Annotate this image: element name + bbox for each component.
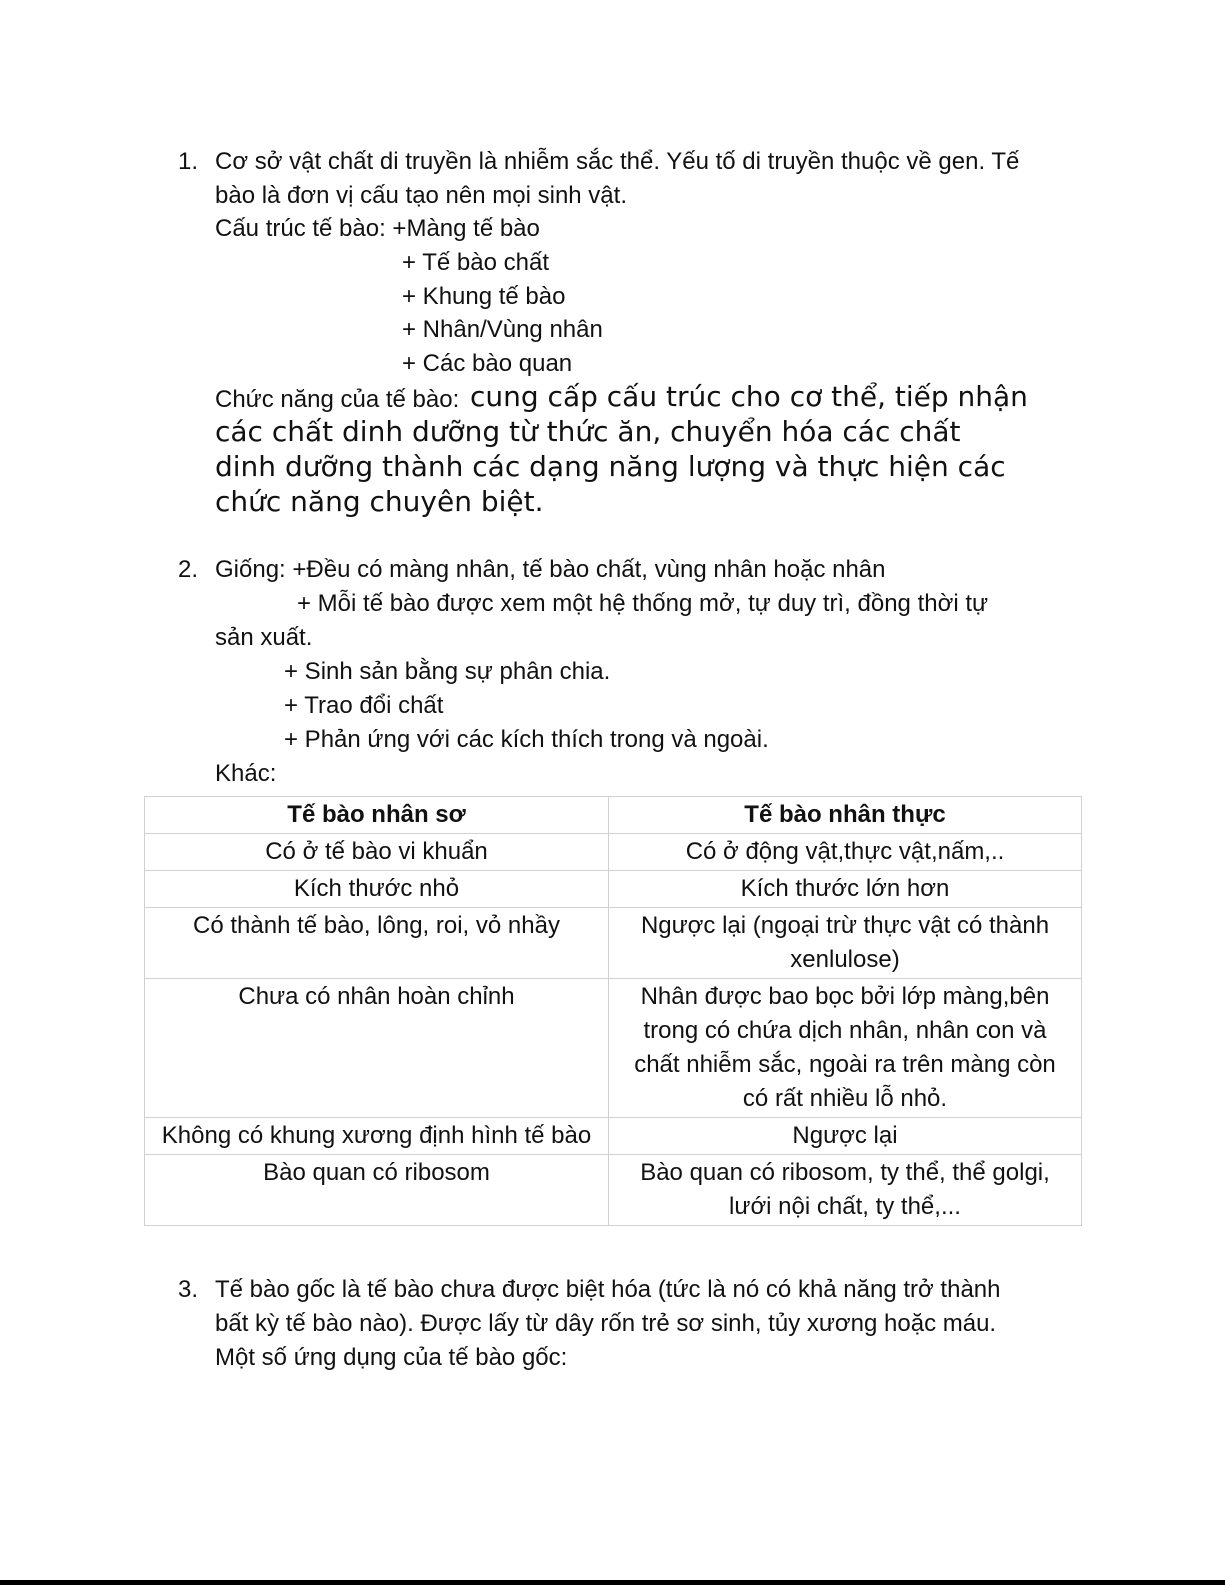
table-header: Tế bào nhân sơ [145, 797, 609, 834]
list-number-2: 2. [178, 556, 199, 583]
structure-item: + Nhân/Vùng nhân [402, 316, 603, 343]
table-cell: Kích thước nhỏ [145, 871, 609, 908]
list-number-3: 3. [178, 1276, 199, 1303]
structure-item: + Các bào quan [402, 350, 573, 377]
table-cell: Có ở động vật,thực vật,nấm,.. [609, 834, 1082, 871]
table-cell: Có thành tế bào, lông, roi, vỏ nhầy [145, 908, 609, 979]
s1-line-2: bào là đơn vị cấu tạo nên mọi sinh vật. [215, 182, 627, 209]
list-number-1: 1. [178, 148, 199, 175]
s2-line-1: Giống: +Đều có màng nhân, tế bào chất, vùng nhân hoặc nhân [215, 556, 886, 583]
table-cell: Kích thước lớn hơn [609, 871, 1082, 908]
table-cell: Ngược lại [609, 1118, 1082, 1155]
table-cell: Chưa có nhân hoàn chỉnh [145, 979, 609, 1118]
table-row [145, 834, 1082, 871]
s3-line: Tế bào gốc là tế bào chưa được biệt hóa (tức là nó có khả năng trở thành [215, 1276, 1001, 1303]
table-cell: Không có khung xương định hình tế bào [145, 1118, 609, 1155]
function-line: cung cấp cấu trúc cho cơ thể, tiếp nhận [470, 380, 1028, 413]
similarity-item: + Trao đổi chất [284, 692, 444, 719]
s3-line: bất kỳ tế bào nào). Được lấy từ dây rốn trẻ sơ sinh, tủy xương hoặc máu. [215, 1310, 997, 1337]
function-label: Chức năng của tế bào: [215, 386, 460, 413]
structure-item: + Tế bào chất [402, 249, 549, 276]
table-row [145, 1118, 1082, 1155]
structure-label: Cấu trúc tế bào: +Màng tế bào [215, 215, 540, 242]
comparison-table [144, 796, 1082, 1226]
table-row [145, 871, 1082, 908]
table-row [145, 1155, 1082, 1226]
table-cell: Nhân được bao bọc bởi lớp màng,bên trong có chứa dịch nhân, nhân con và chất nhiễm sắc, ngoài ra trên màng còn có rất nhiều lỗ nhỏ. [609, 979, 1082, 1118]
table-header-row [145, 797, 1082, 834]
similarity-item: + Sinh sản bằng sự phân chia. [284, 658, 611, 685]
table-cell: Có ở tế bào vi khuẩn [145, 834, 609, 871]
s2-line-2: + Mỗi tế bào được xem một hệ thống mở, tự duy trì, đồng thời tự [297, 590, 989, 617]
table-row [145, 908, 1082, 979]
table-cell: Ngược lại (ngoại trừ thực vật có thành xenlulose) [609, 908, 1082, 979]
structure-item: + Khung tế bào [402, 283, 566, 310]
page-bottom-border [0, 1580, 1225, 1585]
similarity-item: + Phản ứng với các kích thích trong và ngoài. [284, 726, 769, 753]
s2-line-3: sản xuất. [215, 624, 313, 651]
table-header: Tế bào nhân thực [609, 797, 1082, 834]
function-line: các chất dinh dưỡng từ thức ăn, chuyển hóa các chất [215, 415, 961, 448]
table-row [145, 979, 1082, 1118]
s3-line: Một số ứng dụng của tế bào gốc: [215, 1344, 568, 1371]
table-cell: Bào quan có ribosom [145, 1155, 609, 1226]
function-line: chức năng chuyên biệt. [215, 485, 544, 518]
table-cell: Bào quan có ribosom, ty thể, thể golgi, lưới nội chất, ty thể,... [609, 1155, 1082, 1226]
function-line: dinh dưỡng thành các dạng năng lượng và thực hiện các [215, 450, 1006, 483]
diff-label: Khác: [215, 760, 277, 787]
s1-line-1: Cơ sở vật chất di truyền là nhiễm sắc thể. Yếu tố di truyền thuộc về gen. Tế [215, 148, 1020, 175]
